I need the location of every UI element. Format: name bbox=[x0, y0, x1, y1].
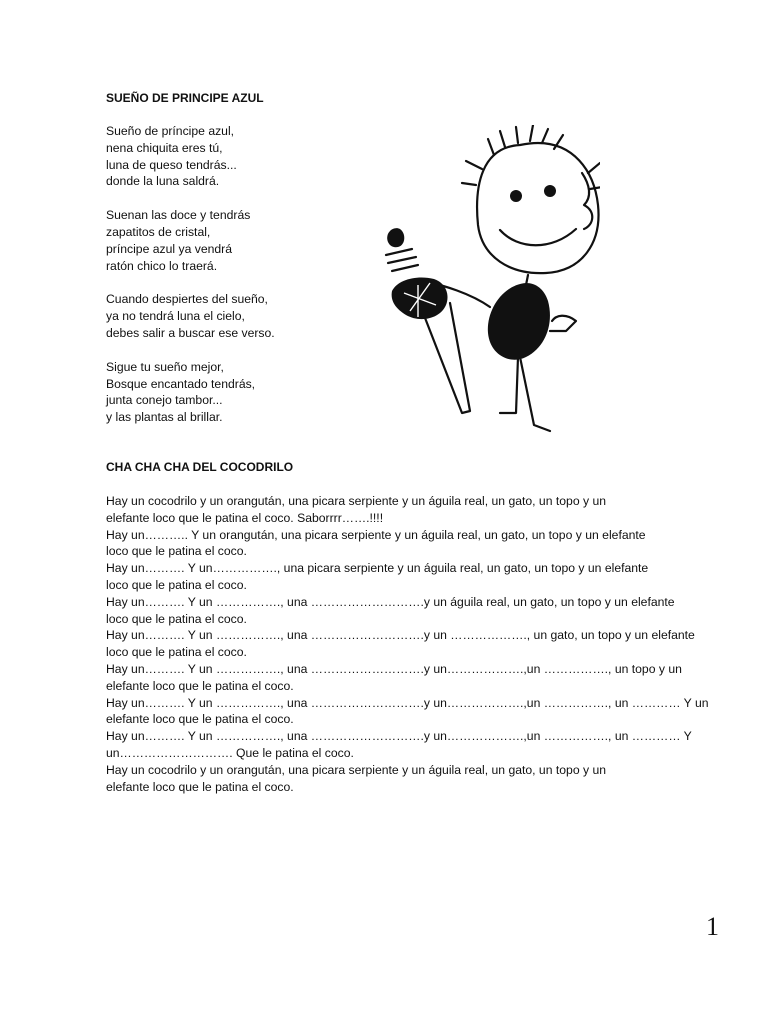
poem-line: Hay un………. Y un……………., una picara serpiente y un águila real, un gato, un topo y un elefante bbox=[106, 561, 649, 576]
stanza bbox=[106, 359, 275, 426]
poem-line: elefante loco que le patina el coco. bbox=[106, 712, 294, 727]
poem-line: junta conejo tambor... bbox=[106, 393, 223, 408]
poem-line: un………………………. Que le patina el coco. bbox=[106, 745, 354, 760]
poem-line: Hay un………. Y un ……………., una ……………………….y un águila real, un gato, un topo y un elefante bbox=[106, 594, 675, 609]
poem-title: SUEÑO DE PRINCIPE AZUL bbox=[106, 91, 264, 105]
stanza bbox=[106, 123, 275, 190]
stanza bbox=[106, 291, 275, 341]
poem-line: luna de queso tendrás... bbox=[106, 157, 237, 172]
poem-line: Cuando despiertes del sueño, bbox=[106, 292, 268, 307]
poem-line: Hay un………. Y un ……………., una ……………………….y un……………….,un ……………., un topo y un bbox=[106, 661, 682, 676]
poem-line: Hay un………. Y un ……………., una ……………………….y un……………….,un ……………., un ………… Y un bbox=[106, 695, 709, 710]
poem-line: nena chiquita eres tú, bbox=[106, 140, 223, 155]
poem-line: zapatitos de cristal, bbox=[106, 224, 211, 239]
poem-line: Hay un………. Y un ……………., una ……………………….y un ………………., un gato, un topo y un elefante bbox=[106, 628, 695, 643]
poem-body bbox=[106, 493, 709, 795]
poem-line: loco que le patina el coco. bbox=[106, 645, 247, 660]
poem-line: Sigue tu sueño mejor, bbox=[106, 359, 224, 374]
poem-line: ya no tendrá luna el cielo, bbox=[106, 309, 245, 324]
poem-line: donde la luna saldrá. bbox=[106, 174, 220, 189]
poem-stanzas bbox=[106, 123, 275, 443]
poem-line: loco que le patina el coco. bbox=[106, 544, 247, 559]
poem-line: ratón chico lo traerá. bbox=[106, 258, 218, 273]
poem-line: Hay un………. Y un ……………., una ……………………….y un……………….,un ……………., un ………… Y bbox=[106, 729, 692, 744]
poem-line: Bosque encantado tendrás, bbox=[106, 376, 256, 391]
poem-line: elefante loco que le patina el coco. bbox=[106, 779, 294, 794]
stanza bbox=[106, 207, 275, 274]
poem-line: loco que le patina el coco. bbox=[106, 577, 247, 592]
poem-line: elefante loco que le patina el coco. bbox=[106, 678, 294, 693]
poem-line: Hay un cocodrilo y un orangután, una picara serpiente y un águila real, un gato, un topo y un bbox=[106, 494, 607, 508]
poem-title: CHA CHA CHA DEL COCODRILO bbox=[106, 460, 294, 474]
poem-line: Sueño de príncipe azul, bbox=[106, 124, 235, 138]
poem-line: príncipe azul ya vendrá bbox=[106, 241, 233, 256]
poem-line: Suenan las doce y tendrás bbox=[106, 208, 251, 223]
poem-line: y las plantas al brillar. bbox=[106, 410, 223, 425]
poem-line: Hay un……….. Y un orangután, una picara serpiente y un águila real, un gato, un topo y un elefante bbox=[106, 527, 646, 542]
page-number: 1 bbox=[706, 912, 719, 941]
poem-line: debes salir a buscar ese verso. bbox=[106, 325, 275, 340]
poem-line: loco que le patina el coco. bbox=[106, 611, 247, 626]
poem-line: Hay un cocodrilo y un orangután, una picara serpiente y un águila real, un gato, un topo y un bbox=[106, 762, 607, 777]
stick-figure-with-sword-icon bbox=[370, 125, 600, 435]
poem-line: elefante loco que le patina el coco. Saborrrr…….!!!! bbox=[106, 510, 384, 525]
